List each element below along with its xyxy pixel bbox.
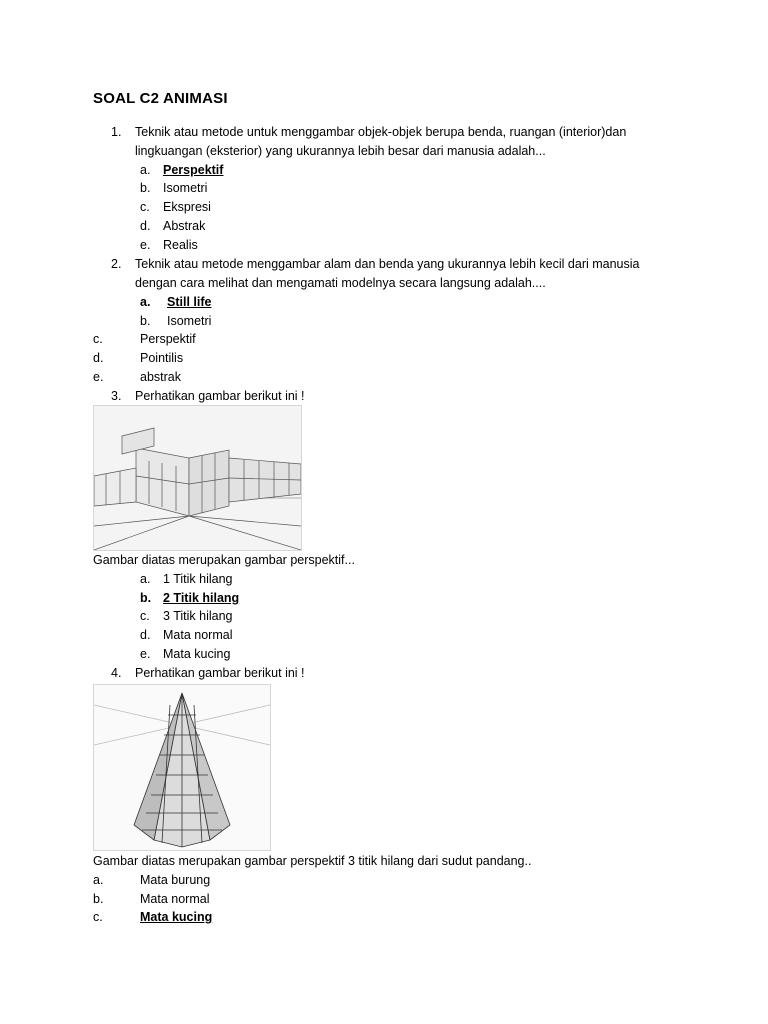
q3-prompt: Perhatikan gambar berikut ini ! <box>135 389 305 403</box>
q4-option-a: Mata burung <box>140 873 211 887</box>
q1-option-e-letter: e. <box>140 238 151 252</box>
q2-option-d-letter: d. <box>93 351 104 365</box>
q3-option-b-answer: 2 Titik hilang <box>163 591 240 605</box>
q2-option-e-letter: e. <box>93 370 104 384</box>
q2-option-b: Isometri <box>167 314 212 328</box>
q3-option-b-letter: b. <box>140 591 152 605</box>
q1-option-b-letter: b. <box>140 181 151 195</box>
q4-option-b-letter: b. <box>93 892 104 906</box>
tower-sketch-icon <box>94 685 270 850</box>
q1-text-line2: lingkuangan (eksterior) yang ukurannya lebih besar dari manusia adalah... <box>135 144 546 158</box>
q1-option-d-letter: d. <box>140 219 151 233</box>
q2-option-a-letter: a. <box>140 295 151 309</box>
q4-option-a-letter: a. <box>93 873 104 887</box>
q3-option-d-letter: d. <box>140 628 151 642</box>
q2-text-line2: dengan cara melihat dan mengamati modelnya secara langsung adalah.... <box>135 276 546 290</box>
q2-text-line1: Teknik atau metode menggambar alam dan benda yang ukurannya lebih kecil dari manusia <box>135 257 640 271</box>
q1-text-line1: Teknik atau metode untuk menggambar objek-objek berupa benda, ruangan (interior)dan <box>135 125 627 139</box>
tower-perspective-image <box>93 684 271 851</box>
q3-option-e-letter: e. <box>140 647 151 661</box>
q2-option-b-letter: b. <box>140 314 151 328</box>
q3-number: 3. <box>111 389 122 403</box>
q1-option-a-letter: a. <box>140 163 151 177</box>
q2-option-e: abstrak <box>140 370 181 384</box>
q4-option-c-letter: c. <box>93 910 103 924</box>
q2-number: 2. <box>111 257 122 271</box>
q3-option-a: 1 Titik hilang <box>163 572 233 586</box>
q3-caption: Gambar diatas merupakan gambar perspektif... <box>93 553 355 567</box>
q4-number: 4. <box>111 666 122 680</box>
q1-number: 1. <box>111 125 122 139</box>
page-title: SOAL C2 ANIMASI <box>93 90 228 107</box>
q3-option-c-letter: c. <box>140 609 150 623</box>
q3-option-c: 3 Titik hilang <box>163 609 233 623</box>
q2-option-c-letter: c. <box>93 332 103 346</box>
q2-option-c: Perspektif <box>140 332 196 346</box>
q1-option-b: Isometri <box>163 181 208 195</box>
q2-option-d: Pointilis <box>140 351 184 365</box>
building-sketch-icon <box>94 406 301 550</box>
building-perspective-image <box>93 405 302 551</box>
q1-option-d: Abstrak <box>163 219 206 233</box>
q2-option-a-answer: Still life <box>167 295 212 309</box>
q3-option-e: Mata kucing <box>163 647 231 661</box>
q4-option-c-answer: Mata kucing <box>140 910 213 924</box>
q1-option-c-letter: c. <box>140 200 150 214</box>
q4-caption: Gambar diatas merupakan gambar perspektif 3 titik hilang dari sudut pandang.. <box>93 854 532 868</box>
q3-option-a-letter: a. <box>140 572 151 586</box>
q1-option-a-answer: Perspektif <box>163 163 224 177</box>
q3-option-d: Mata normal <box>163 628 233 642</box>
q4-option-b: Mata normal <box>140 892 210 906</box>
q4-prompt: Perhatikan gambar berikut ini ! <box>135 666 305 680</box>
q1-option-e: Realis <box>163 238 198 252</box>
q1-option-c: Ekspresi <box>163 200 211 214</box>
